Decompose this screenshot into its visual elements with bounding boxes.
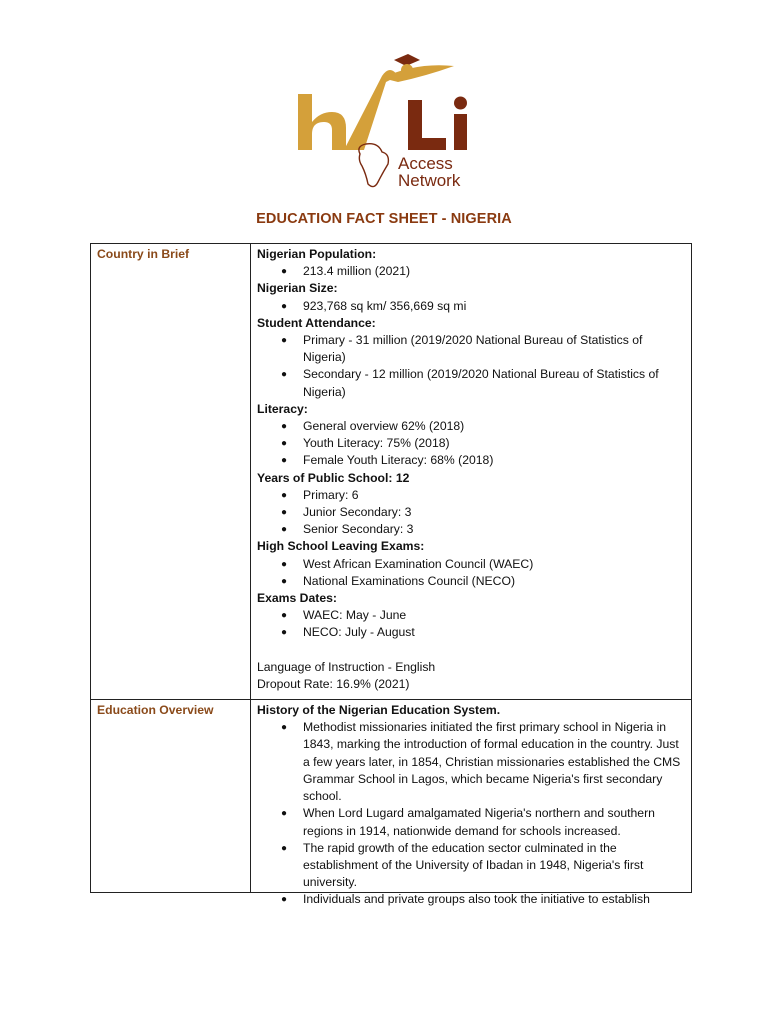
list-item-text: West African Examination Council (WAEC) xyxy=(303,556,534,571)
dates-heading: Exams Dates: xyxy=(257,591,337,606)
bullet-icon: ● xyxy=(281,369,288,381)
list-item-text: Female Youth Literacy: 68% (2018) xyxy=(303,453,494,468)
list-item xyxy=(257,891,685,908)
list-item xyxy=(257,607,685,624)
list-item-text: When Lord Lugard amalgamated Nigeria's northern and southern regions in 1914, nationwide demand for schools increased. xyxy=(303,806,655,838)
table-row xyxy=(91,700,692,893)
list-item xyxy=(257,332,685,366)
bullet-icon: ● xyxy=(281,558,288,570)
bullet-icon: ● xyxy=(281,627,288,639)
bullet-icon: ● xyxy=(281,300,288,312)
attendance-heading: Student Attendance: xyxy=(257,315,376,330)
list-item-text: The rapid growth of the education sector culminated in the establishment of the University of Ibadan in 1948, Nigeria's first university. xyxy=(303,840,644,890)
list-item xyxy=(257,366,685,400)
list-item xyxy=(257,805,685,839)
list-item-text: Primary: 6 xyxy=(303,487,359,502)
list-item-text: Senior Secondary: 3 xyxy=(303,522,414,537)
hali-logo xyxy=(286,42,486,202)
population-heading: Nigerian Population: xyxy=(257,247,377,261)
list-item-text: NECO: July - August xyxy=(303,625,415,640)
bullet-icon: ● xyxy=(281,335,288,347)
bullet-icon: ● xyxy=(281,266,288,278)
list-item xyxy=(257,263,685,280)
list-item-text: 923,768 sq km/ 356,669 sq mi xyxy=(303,298,467,313)
history-heading: History of the Nigerian Education System. xyxy=(257,703,501,718)
logo-line1: Access xyxy=(398,154,453,173)
list-item-text: Primary - 31 million (2019/2020 National Bureau of Statistics of Nigeria) xyxy=(303,333,643,365)
literacy-heading: Literacy: xyxy=(257,401,308,416)
list-item-text: Secondary - 12 million (2019/2020 National Bureau of Statistics of Nigeria) xyxy=(303,367,659,399)
population-list xyxy=(257,263,685,280)
list-item-text: Individuals and private groups also took the initiative to establish xyxy=(303,892,650,907)
size-list xyxy=(257,298,685,315)
dropout-rate: Dropout Rate: 16.9% (2021) xyxy=(257,676,410,691)
bullet-icon: ● xyxy=(281,894,288,906)
bullet-icon: ● xyxy=(281,438,288,450)
bullet-icon: ● xyxy=(281,524,288,536)
list-item xyxy=(257,556,685,573)
list-item-text: WAEC: May - June xyxy=(303,608,407,623)
bullet-icon: ● xyxy=(281,489,288,501)
exams-heading: High School Leaving Exams: xyxy=(257,539,425,554)
list-item xyxy=(257,504,685,521)
education-overview-content xyxy=(251,700,692,907)
list-item xyxy=(257,624,685,641)
spacer xyxy=(257,642,685,659)
bullet-icon: ● xyxy=(281,722,288,734)
language-of-instruction: Language of Instruction - English xyxy=(257,659,436,674)
bullet-icon: ● xyxy=(281,808,288,820)
list-item xyxy=(257,435,685,452)
row-label-country-brief: Country in Brief xyxy=(91,244,251,700)
list-item xyxy=(257,840,685,892)
public-school-list xyxy=(257,487,685,539)
dates-list xyxy=(257,607,685,641)
bullet-icon: ● xyxy=(281,421,288,433)
country-brief-content xyxy=(251,244,692,700)
list-item-text: 213.4 million (2021) xyxy=(303,264,411,279)
logo-line2: Network xyxy=(398,171,461,190)
list-item-text: General overview 62% (2018) xyxy=(303,419,465,434)
literacy-list xyxy=(257,418,685,470)
public-school-heading: Years of Public School: 12 xyxy=(257,470,410,485)
bullet-icon: ● xyxy=(281,575,288,587)
page-title: EDUCATION FACT SHEET - NIGERIA xyxy=(256,211,512,227)
bullet-icon: ● xyxy=(281,610,288,622)
list-item xyxy=(257,487,685,504)
attendance-list xyxy=(257,332,685,401)
list-item xyxy=(257,573,685,590)
table-row xyxy=(91,244,692,700)
fact-table xyxy=(90,243,692,907)
list-item-text: Youth Literacy: 75% (2018) xyxy=(303,436,450,451)
list-item-text: Methodist missionaries initiated the first primary school in Nigeria in 1843, marking the introduction of formal education in the country. Just a few years later, in 1854, Christian missionaries established the CMS Grammar School in Lagos, which became Nigeria's first secondary school. xyxy=(303,720,681,804)
bullet-icon: ● xyxy=(281,507,288,519)
list-item xyxy=(257,521,685,538)
list-item-text: Junior Secondary: 3 xyxy=(303,505,412,520)
row-label-education-overview: Education Overview xyxy=(91,700,251,893)
history-list xyxy=(257,719,685,908)
bullet-icon: ● xyxy=(281,842,288,854)
size-heading: Nigerian Size: xyxy=(257,281,338,296)
list-item xyxy=(257,719,685,805)
list-item xyxy=(257,452,685,469)
overview-clip xyxy=(257,702,685,907)
list-item xyxy=(257,298,685,315)
bullet-icon: ● xyxy=(281,455,288,467)
list-item xyxy=(257,418,685,435)
africa-map-icon xyxy=(359,144,389,187)
exams-list xyxy=(257,556,685,590)
list-item-text: National Examinations Council (NECO) xyxy=(303,573,516,588)
